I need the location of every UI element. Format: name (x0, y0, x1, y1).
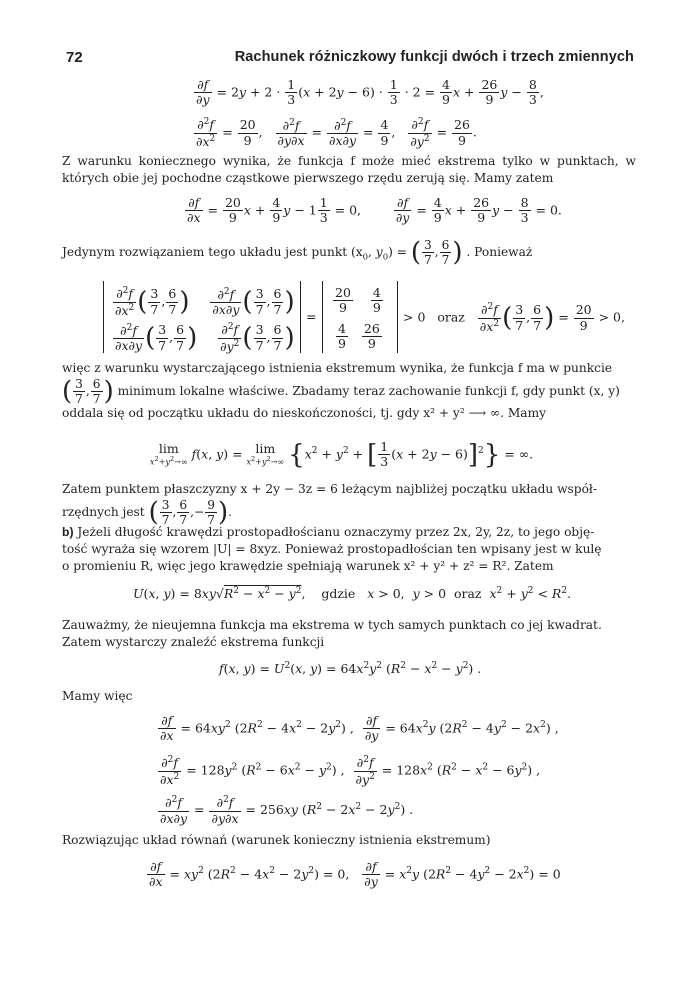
paragraph-square-2: Zatem wystarczy znaleźć ekstrema funkcji (62, 635, 325, 649)
paragraph-closest-point: Zatem punktem płaszczyzny x + 2y − 3z = 6 leżącym najbliżej początku układu współ- (62, 482, 598, 496)
equation-second-partials: $\frac{\partial^2f}{\partial x^2}$ = $128y^2$ $(R^2 - 6x^2 - y^2)$ , $\frac{\partial^2f}{\partial y^2}$ = $128x^2$ $(R^2 - x^2 - 6y^2)$ , (160, 755, 541, 787)
part-b-line-1: Jeżeli długość krawędzi prostopadłościanu oznaczymy przez 2x, 2y, 2z, to jego obję- (77, 525, 595, 539)
paragraph-square: Zauważmy, że nieujemna funkcja ma ekstrema w tych samych punktach co jej kwadrat. (62, 618, 602, 632)
paragraph-infinity: oddala się od początku układu do nieskończoności, tj. gdy x² + y² ⟶ ∞. Mamy (62, 406, 547, 420)
solution-text: Jedynym rozwiązaniem tego układu jest punkt (x (62, 245, 363, 260)
equation-volume: U(x, $y) = 8xy√R^2 - x^2 - y^2$, gdzie x > 0, y > 0 oraz $x^2 + y^2 < R^2$. (133, 586, 572, 602)
part-b-label: b) (62, 525, 74, 539)
gdzie-word: gdzie (321, 586, 356, 602)
equation-df-dy: $\frac{\partial f}{\partial y}$ = 2y + 2 · $\frac{1}{3}$ (x + 2y − 6) · $\frac{1}{3}$ · 2 = $\frac{4}{9}$ x + $\frac{26}{9}$ y − $\frac{8}{3}$ , (196, 77, 544, 108)
paragraph-closest-point-2: rzędnych jest ( $\frac{3}{7}$ , $\frac{6}{7}$ ,− $\frac{9}{7}$ ). (62, 497, 233, 528)
paragraph-mamy-wiec: Mamy więc (62, 689, 133, 703)
closest-point-text: rzędnych jest (62, 505, 145, 520)
minimum-text: minimum lokalne właściwe. Zbadamy teraz zachowanie funkcji f, gdy punkt (x, y) (117, 384, 620, 399)
paragraph-solving-system: Rozwiązując układ równań (warunek konieczny istnienia ekstremum) (62, 833, 491, 847)
paragraph-minimum: ( $\frac{3}{7}$ , $\frac{6}{7}$ ) minimum lokalne właściwe. Zbadamy teraz zachowanie funkcji f, gdy punkt (x, y) (62, 376, 620, 407)
equals-sign: = (306, 309, 317, 324)
hessian-row-1: $\frac{\partial^2f}{\partial x^2}$ ( $\frac{3}{7}$ , $\frac{6}{7}$ ) $\frac{\partial^2f}{\partial x\partial y}$ ( $\frac{3}{7}$ , $\frac{6}{7}$ ) (115, 286, 295, 318)
condition-inequality: > 0 oraz $\frac{\partial^2f}{\partial x^2}$ ( $\frac{3}{7}$ , $\frac{6}{7}$ ) = $\frac{20}{9}$ > 0, (403, 302, 625, 334)
paragraph-solution: Jedynym rozwiązaniem tego układu jest punkt ($x_0$, $y_0$) = ( $\frac{3}{7}$ , $\frac{6}{7}$ ) . Ponieważ (62, 237, 533, 268)
page-number: 72 (66, 49, 83, 66)
paragraph-sufficient-condition: więc z warunku wystarczającego istnienia ekstremum wynika, że funkcja f ma w punkcie (62, 361, 613, 375)
hessian-row-2: $\frac{\partial^2f}{\partial x\partial y}$ ( $\frac{3}{7}$ , $\frac{6}{7}$ ) $\frac{\partial^2f}{\partial y^2}$ ( $\frac{3}{7}$ , $\frac{6}{7}$ ) (115, 322, 295, 354)
numeric-row-2: $\frac{4}{9}$ $\frac{26}{9}$ (338, 321, 380, 352)
equation-first-partials: $\frac{\partial f}{\partial x}$ = $64xy^2$ $(2R^2 - 4x^2 - 2y^2)$ , $\frac{\partial f}{\partial y}$ = $64x^2y$ $(2R^2 - 4y^2 - 2x^2)$ , (160, 713, 559, 744)
paragraph-necessary-condition: Z warunku koniecznego wynika, że funkcja f może mieć ekstrema tylko w punktach, w których obie jej pochodne cząstkowe pierwszego rzędu zerują się. Mamy zatem (62, 154, 636, 185)
solution-text-end: . Ponieważ (466, 245, 533, 260)
paragraph-part-b-3: o promieniu R, więc jego krawędzie spełniają warunek x² + y² + z² = R². Zatem (62, 559, 554, 573)
equation-mixed-partial: $\frac{\partial^2f}{\partial x\partial y}$ = $\frac{\partial^2f}{\partial y\partial x}$ = 256xy $(R^2 - 2x^2 - 2y^2)$ . (160, 795, 414, 826)
equation-system: $\frac{\partial f}{\partial x}$ = $\frac{20}{9}$ x + $\frac{4}{9}$ y − 1 $\frac{1}{3}$ = 0, $\frac{\partial f}{\partial y}$ = $\frac{4}{9}$ x + $\frac{26}{9}$ y − $\frac{8}{3}$ = 0. (187, 195, 562, 226)
equation-system-b: $\frac{\partial f}{\partial x}$ = $xy^2$ $(2R^2 - 4x^2 - 2y^2) = 0$, $\frac{\partial f}{\partial y}$ = $x^2y$ $(2R^2 - 4y^2 - 2x^2) = 0$ (149, 859, 561, 890)
paragraph-part-b-2: tość wyraża się wzorem |U| = 8xyz. Ponieważ prostopadłościan ten wpisany jest w kulę (62, 542, 602, 556)
running-header-title: Rachunek różniczkowy funkcji dwóch i trzech zmiennych (234, 49, 634, 65)
equation-limit: lim $x^2+y^2\to\infty$ f(x, y) = lim $x^2+y^2\to\infty$ {$x^2 + y^2$ + [ $\frac{1}{3}$ (x + 2y − 6)]$^2$} = ∞. (150, 439, 534, 470)
oraz-word: oraz (437, 309, 465, 325)
paragraph-part-b (62, 524, 636, 541)
equation-second-derivatives: $\frac{\partial^2f}{\partial x^2}$ = $\frac{20}{9}$ , $\frac{\partial^2f}{\partial y\partial x}$ = $\frac{\partial^2f}{\partial x\partial y}$ = $\frac{4}{9}$ , $\frac{\partial^2f}{\partial y^2}$ = $\frac{26}{9}$ . (196, 117, 477, 149)
equation-f-squared: f(x, $y) = U^2(x$, $y) = 64x^2y^2$ $(R^2 - x^2 - y^2)$ . (219, 661, 482, 677)
numeric-row-1: $\frac{20}{9}$ $\frac{4}{9}$ (335, 285, 381, 316)
